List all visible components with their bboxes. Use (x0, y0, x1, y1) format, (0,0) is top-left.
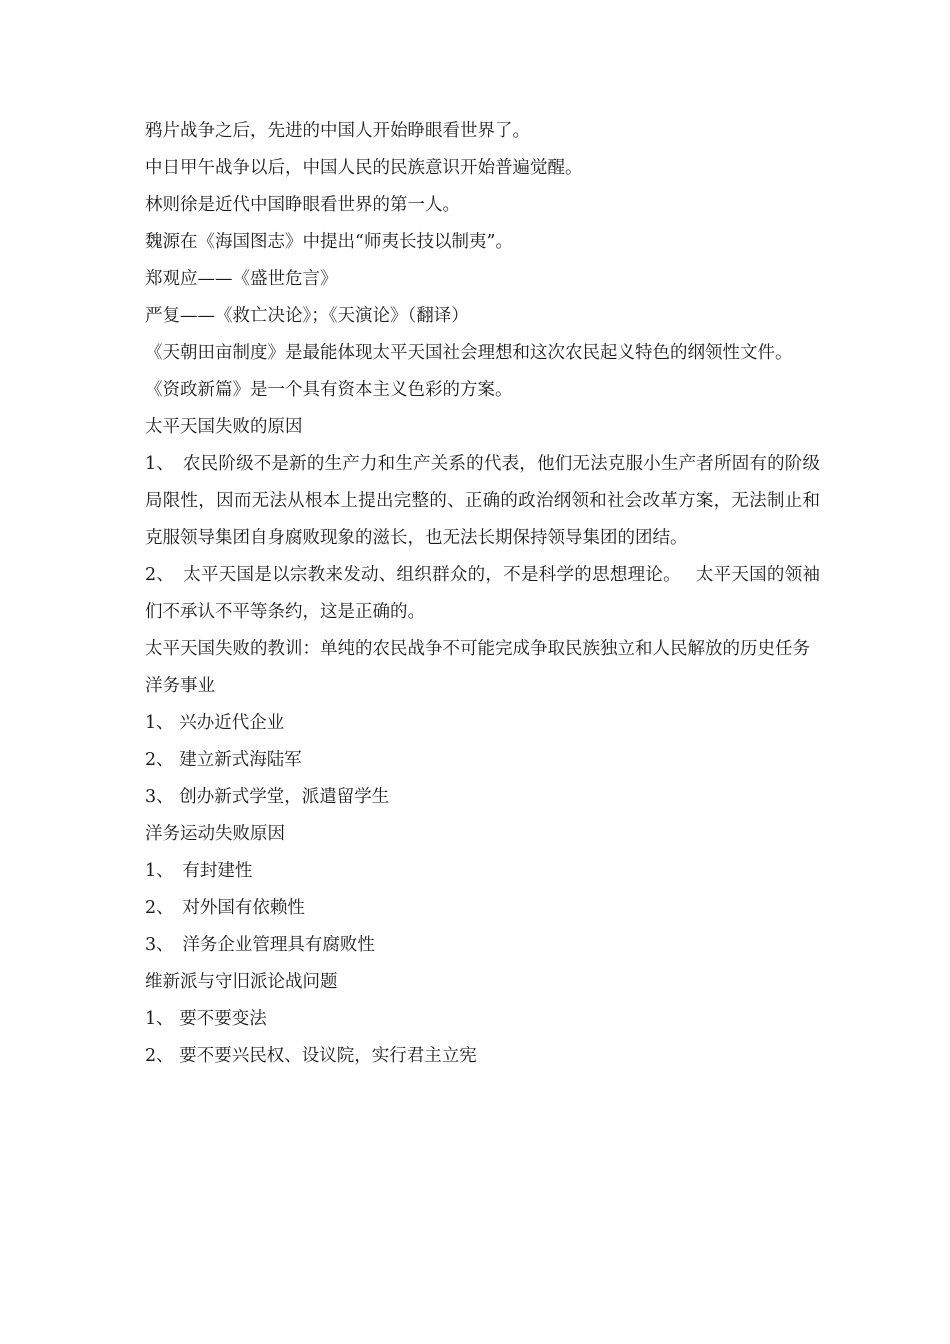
list-item: 2、 建立新式海陆军 (145, 750, 302, 770)
text-line: 中日甲午战争以后，中国人民的民族意识开始普遍觉醒。 (145, 158, 583, 178)
section-heading: 太平天国失败的原因 (145, 417, 303, 437)
list-item: 3、 创办新式学堂，派遣留学生 (145, 787, 390, 807)
document-body (145, 113, 820, 1075)
list-item: 2、 对外国有依赖性 (145, 898, 305, 918)
list-item-paragraph: 2、 太平天国是以宗教来发动、组织群众的，不是科学的思想理论。 太平天国的领袖们不承认不平等条约，这是正确的。 (145, 565, 820, 622)
list-item: 3、 洋务企业管理具有腐败性 (145, 935, 375, 955)
list-item: 1、 要不要变法 (145, 1009, 267, 1029)
text-line: 郑观应——《盛世危言》 (145, 269, 338, 289)
text-paragraph: 《天朝田亩制度》是最能体现太平天国社会理想和这次农民起义特色的纲领性文件。 (145, 343, 793, 363)
section-heading: 洋务事业 (145, 676, 215, 696)
section-heading: 洋务运动失败原因 (145, 824, 285, 844)
list-item-paragraph: 1、 农民阶级不是新的生产力和生产关系的代表，他们无法克服小生产者所固有的阶级局限性，因而无法从根本上提出完整的、正确的政治纲领和社会改革方案，无法制止和克服领导集团自身腐败现象的滋长，也无法长期保持领导集团的团结。 (145, 454, 820, 548)
text-paragraph: 太平天国失败的教训：单纯的农民战争不可能完成争取民族独立和人民解放的历史任务 (145, 639, 810, 659)
list-item: 1、 有封建性 (145, 861, 253, 881)
list-item: 2、 要不要兴民权、设议院，实行君主立宪 (145, 1046, 477, 1066)
text-line: 严复——《救亡决论》；《天演论》（翻译） (145, 306, 469, 326)
text-line: 《资政新篇》是一个具有资本主义色彩的方案。 (145, 380, 513, 400)
list-item: 1、 兴办近代企业 (145, 713, 285, 733)
section-heading: 维新派与守旧派论战问题 (145, 972, 338, 992)
text-line: 林则徐是近代中国睁眼看世界的第一人。 (145, 195, 460, 215)
text-line: 魏源在《海国图志》中提出“师夷长技以制夷”。 (145, 232, 513, 252)
text-line: 鸦片战争之后，先进的中国人开始睁眼看世界了。 (145, 121, 530, 141)
